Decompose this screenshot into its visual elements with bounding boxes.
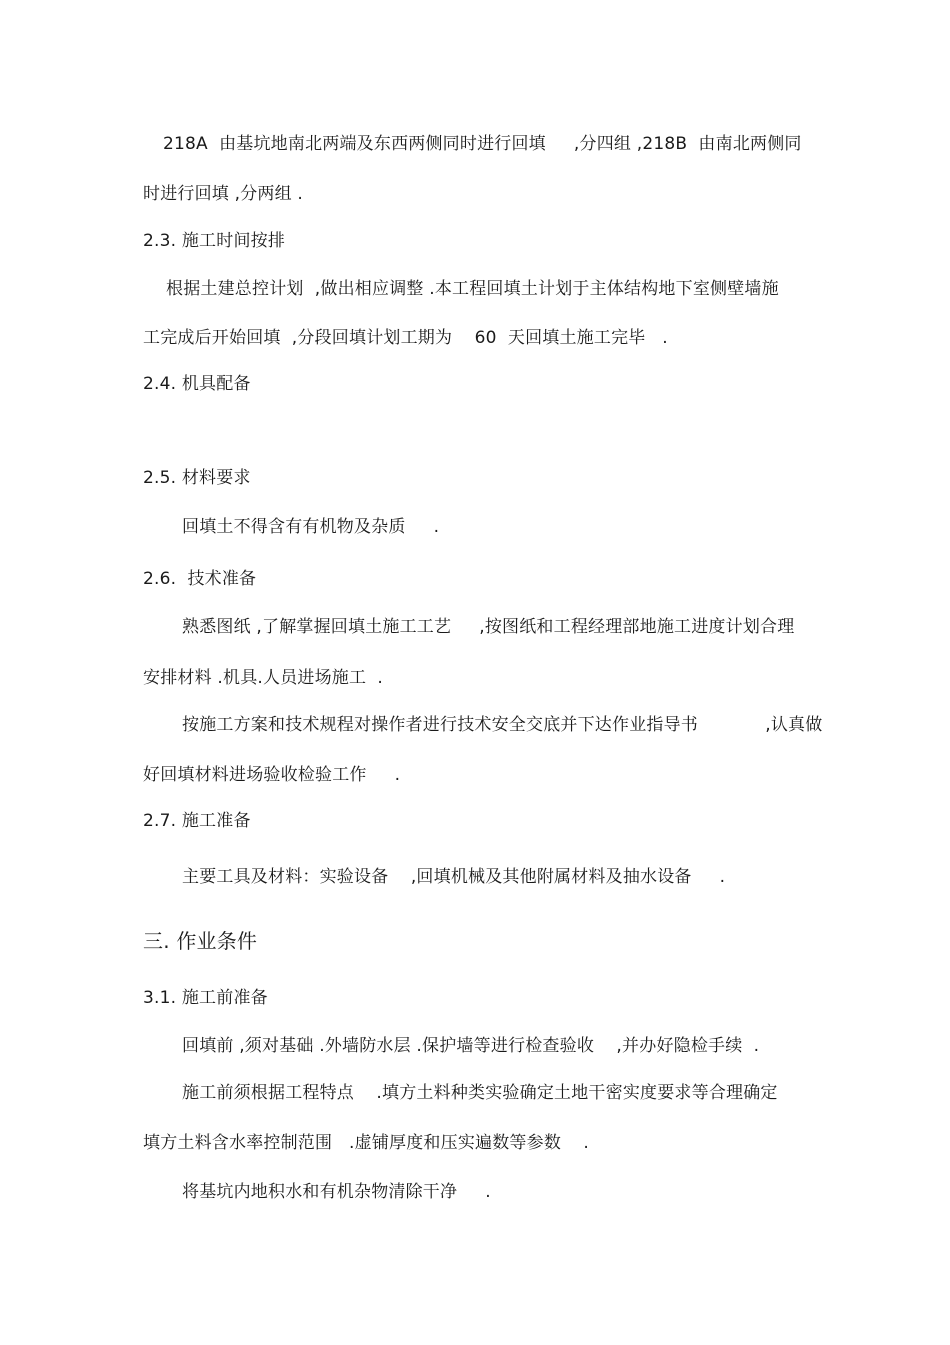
section-heading-2-5: 2.5. 材料要求 [143,468,251,488]
section-heading-2-3: 2.3. 施工时间按排 [143,231,286,251]
section-heading-2-6: 2.6. 技术准备 [143,569,257,589]
paragraph-line: 将基坑内地积水和有机杂物清除干净 . [182,1182,491,1202]
paragraph-line: 好回填材料进场验收检验工作 . [143,765,401,785]
paragraph-line: 施工前须根据工程特点 .填方土料种类实验确定土地干密实度要求等合理确定 [182,1083,778,1103]
paragraph-line: 填方土料含水率控制范围 .虚铺厚度和压实遍数等参数 . [143,1133,590,1153]
section-heading-2-4: 2.4. 机具配备 [143,374,251,394]
paragraph-line: 安排材料 .机具.人员进场施工 . [143,668,384,688]
section-heading-2-7: 2.7. 施工准备 [143,811,251,831]
section-heading-3-1: 3.1. 施工前准备 [143,988,268,1008]
paragraph-line: 主要工具及材料：实验设备 ,回填机械及其他附属材料及抽水设备 . [182,867,726,887]
paragraph-line: 回填土不得含有有机物及杂质 . [182,517,440,537]
paragraph-line: 工完成后开始回填 ,分段回填计划工期为 60 天回填土施工完毕 . [143,328,668,348]
paragraph-line: 218A 由基坑地南北两端及东西两侧同时进行回填 ,分四组 ,218B 由南北两侧同 [163,134,802,154]
paragraph-line: 按施工方案和技术规程对操作者进行技术安全交底并下达作业指导书 ,认真做 [182,715,823,735]
chapter-heading-3: 三. 作业条件 [143,929,258,953]
paragraph-line: 熟悉图纸 ,了解掌握回填土施工工艺 ,按图纸和工程经理部地施工进度计划合理 [182,617,795,637]
paragraph-line: 时进行回填 ,分两组 . [143,184,304,204]
paragraph-line: 根据土建总控计划 ,做出相应调整 .本工程回填土计划于主体结构地下室侧壁墙施 [166,279,779,299]
paragraph-line: 回填前 ,须对基础 .外墙防水层 .保护墙等进行检查验收 ,并办好隐检手续 . [182,1036,760,1056]
